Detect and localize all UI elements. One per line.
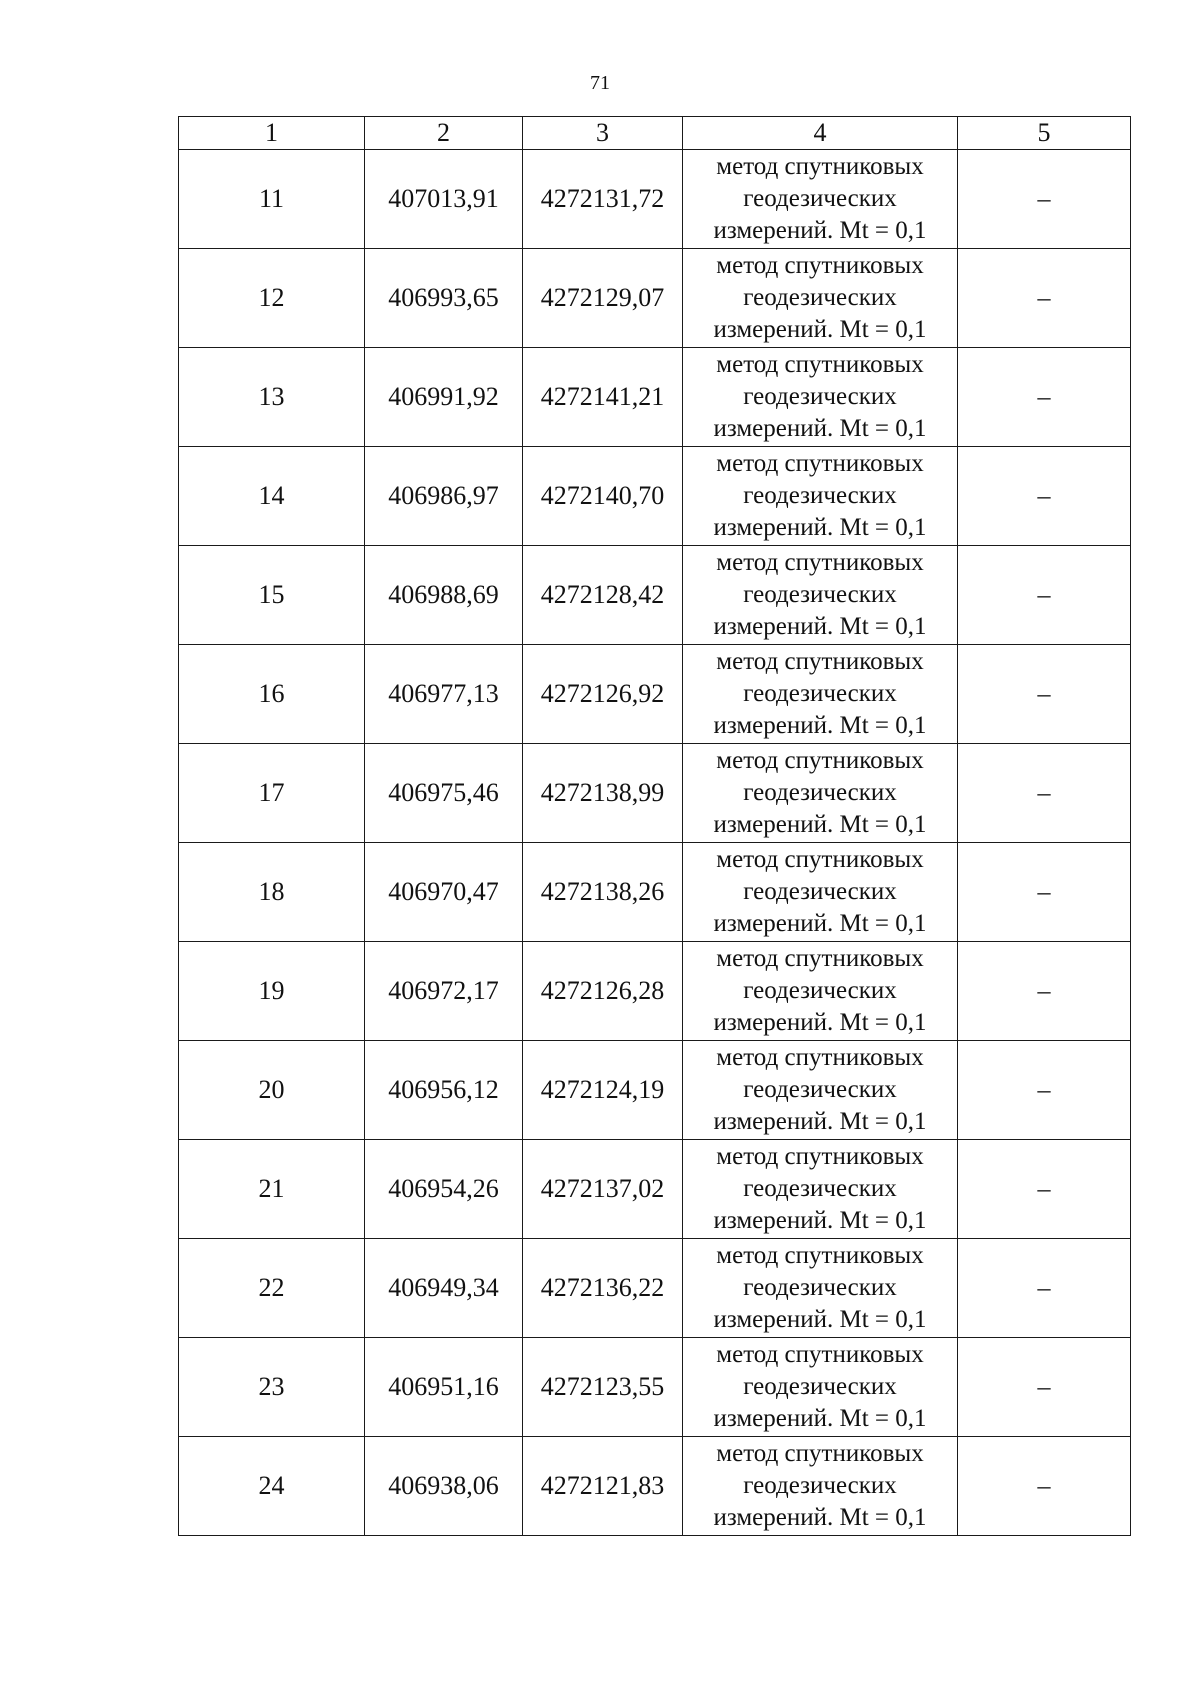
table-row bbox=[179, 744, 1131, 843]
point-number-cell: 23 bbox=[179, 1338, 365, 1437]
method-line: геодезических bbox=[743, 680, 897, 707]
x-coordinate-cell: 407013,91 bbox=[365, 150, 523, 249]
table-row bbox=[179, 150, 1131, 249]
coordinates-table-container bbox=[178, 116, 1130, 1536]
point-number-cell: 17 bbox=[179, 744, 365, 843]
y-coordinate-cell: 4272140,70 bbox=[523, 447, 683, 546]
x-coordinate-cell: 406975,46 bbox=[365, 744, 523, 843]
y-coordinate-cell: 4272141,21 bbox=[523, 348, 683, 447]
method-cell bbox=[683, 249, 958, 348]
note-cell: – bbox=[958, 150, 1131, 249]
table-row bbox=[179, 1338, 1131, 1437]
method-line: геодезических bbox=[743, 482, 897, 509]
table-header bbox=[179, 117, 1131, 150]
header-cell-3: 3 bbox=[523, 117, 683, 150]
y-coordinate-cell: 4272138,99 bbox=[523, 744, 683, 843]
method-line: измерений. Mt = 0,1 bbox=[713, 217, 927, 244]
method-line: измерений. Mt = 0,1 bbox=[713, 811, 927, 838]
method-line: измерений. Mt = 0,1 bbox=[713, 415, 927, 442]
table-row bbox=[179, 942, 1131, 1041]
note-cell: – bbox=[958, 447, 1131, 546]
note-cell: – bbox=[958, 1041, 1131, 1140]
note-cell: – bbox=[958, 348, 1131, 447]
note-cell: – bbox=[958, 546, 1131, 645]
point-number-cell: 14 bbox=[179, 447, 365, 546]
header-cell-5: 5 bbox=[958, 117, 1131, 150]
table-row bbox=[179, 546, 1131, 645]
point-number-cell: 19 bbox=[179, 942, 365, 1041]
y-coordinate-cell: 4272137,02 bbox=[523, 1140, 683, 1239]
method-line: метод спутниковых bbox=[716, 153, 924, 180]
x-coordinate-cell: 406956,12 bbox=[365, 1041, 523, 1140]
method-cell bbox=[683, 645, 958, 744]
method-line: геодезических bbox=[743, 581, 897, 608]
table-row bbox=[179, 1140, 1131, 1239]
method-line: измерений. Mt = 0,1 bbox=[713, 316, 927, 343]
method-line: метод спутниковых bbox=[716, 1242, 924, 1269]
method-line: измерений. Mt = 0,1 bbox=[713, 1207, 927, 1234]
coordinates-table bbox=[178, 116, 1131, 1536]
method-cell bbox=[683, 1338, 958, 1437]
point-number-cell: 11 bbox=[179, 150, 365, 249]
method-line: геодезических bbox=[743, 1076, 897, 1103]
method-cell bbox=[683, 942, 958, 1041]
y-coordinate-cell: 4272126,92 bbox=[523, 645, 683, 744]
y-coordinate-cell: 4272131,72 bbox=[523, 150, 683, 249]
point-number-cell: 20 bbox=[179, 1041, 365, 1140]
x-coordinate-cell: 406986,97 bbox=[365, 447, 523, 546]
note-cell: – bbox=[958, 744, 1131, 843]
method-line: метод спутниковых bbox=[716, 351, 924, 378]
method-line: метод спутниковых bbox=[716, 945, 924, 972]
method-line: измерений. Mt = 0,1 bbox=[713, 1009, 927, 1036]
method-line: геодезических bbox=[743, 383, 897, 410]
method-line: измерений. Mt = 0,1 bbox=[713, 613, 927, 640]
point-number-cell: 21 bbox=[179, 1140, 365, 1239]
table-row bbox=[179, 1239, 1131, 1338]
y-coordinate-cell: 4272136,22 bbox=[523, 1239, 683, 1338]
method-line: измерений. Mt = 0,1 bbox=[713, 514, 927, 541]
method-cell bbox=[683, 1041, 958, 1140]
method-line: метод спутниковых bbox=[716, 846, 924, 873]
method-line: измерений. Mt = 0,1 bbox=[713, 1306, 927, 1333]
method-cell bbox=[683, 1140, 958, 1239]
method-line: измерений. Mt = 0,1 bbox=[713, 910, 927, 937]
method-cell bbox=[683, 546, 958, 645]
header-cell-4: 4 bbox=[683, 117, 958, 150]
method-line: метод спутниковых bbox=[716, 648, 924, 675]
method-line: метод спутниковых bbox=[716, 549, 924, 576]
method-line: метод спутниковых bbox=[716, 450, 924, 477]
table-row bbox=[179, 348, 1131, 447]
x-coordinate-cell: 406954,26 bbox=[365, 1140, 523, 1239]
y-coordinate-cell: 4272138,26 bbox=[523, 843, 683, 942]
y-coordinate-cell: 4272128,42 bbox=[523, 546, 683, 645]
method-cell bbox=[683, 744, 958, 843]
x-coordinate-cell: 406972,17 bbox=[365, 942, 523, 1041]
header-row bbox=[179, 117, 1131, 150]
y-coordinate-cell: 4272123,55 bbox=[523, 1338, 683, 1437]
x-coordinate-cell: 406993,65 bbox=[365, 249, 523, 348]
method-cell bbox=[683, 348, 958, 447]
note-cell: – bbox=[958, 1239, 1131, 1338]
point-number-cell: 24 bbox=[179, 1437, 365, 1536]
method-line: геодезических bbox=[743, 878, 897, 905]
method-line: геодезических bbox=[743, 1175, 897, 1202]
point-number-cell: 16 bbox=[179, 645, 365, 744]
y-coordinate-cell: 4272129,07 bbox=[523, 249, 683, 348]
table-row bbox=[179, 645, 1131, 744]
y-coordinate-cell: 4272126,28 bbox=[523, 942, 683, 1041]
method-line: метод спутниковых bbox=[716, 747, 924, 774]
method-line: измерений. Mt = 0,1 bbox=[713, 1405, 927, 1432]
page-number: 71 bbox=[590, 72, 610, 94]
point-number-cell: 12 bbox=[179, 249, 365, 348]
note-cell: – bbox=[958, 1437, 1131, 1536]
table-row bbox=[179, 843, 1131, 942]
method-cell bbox=[683, 150, 958, 249]
note-cell: – bbox=[958, 1338, 1131, 1437]
note-cell: – bbox=[958, 942, 1131, 1041]
method-cell bbox=[683, 843, 958, 942]
point-number-cell: 18 bbox=[179, 843, 365, 942]
method-line: измерений. Mt = 0,1 bbox=[713, 1108, 927, 1135]
method-line: измерений. Mt = 0,1 bbox=[713, 712, 927, 739]
table-row bbox=[179, 447, 1131, 546]
method-line: геодезических bbox=[743, 779, 897, 806]
table-row bbox=[179, 1041, 1131, 1140]
header-cell-1: 1 bbox=[179, 117, 365, 150]
point-number-cell: 13 bbox=[179, 348, 365, 447]
table-row bbox=[179, 249, 1131, 348]
point-number-cell: 15 bbox=[179, 546, 365, 645]
note-cell: – bbox=[958, 843, 1131, 942]
y-coordinate-cell: 4272121,83 bbox=[523, 1437, 683, 1536]
method-line: измерений. Mt = 0,1 bbox=[713, 1504, 927, 1531]
x-coordinate-cell: 406988,69 bbox=[365, 546, 523, 645]
method-line: метод спутниковых bbox=[716, 1143, 924, 1170]
method-line: геодезических bbox=[743, 977, 897, 1004]
note-cell: – bbox=[958, 249, 1131, 348]
header-cell-2: 2 bbox=[365, 117, 523, 150]
method-cell bbox=[683, 447, 958, 546]
table-body bbox=[179, 150, 1131, 1536]
method-line: геодезических bbox=[743, 1274, 897, 1301]
point-number-cell: 22 bbox=[179, 1239, 365, 1338]
method-cell bbox=[683, 1239, 958, 1338]
table-row bbox=[179, 1437, 1131, 1536]
method-line: геодезических bbox=[743, 284, 897, 311]
method-line: метод спутниковых bbox=[716, 1044, 924, 1071]
x-coordinate-cell: 406991,92 bbox=[365, 348, 523, 447]
note-cell: – bbox=[958, 645, 1131, 744]
x-coordinate-cell: 406951,16 bbox=[365, 1338, 523, 1437]
x-coordinate-cell: 406970,47 bbox=[365, 843, 523, 942]
x-coordinate-cell: 406977,13 bbox=[365, 645, 523, 744]
method-line: метод спутниковых bbox=[716, 1440, 924, 1467]
method-line: геодезических bbox=[743, 1472, 897, 1499]
x-coordinate-cell: 406949,34 bbox=[365, 1239, 523, 1338]
method-line: геодезических bbox=[743, 1373, 897, 1400]
method-line: метод спутниковых bbox=[716, 252, 924, 279]
method-line: геодезических bbox=[743, 185, 897, 212]
method-line: метод спутниковых bbox=[716, 1341, 924, 1368]
y-coordinate-cell: 4272124,19 bbox=[523, 1041, 683, 1140]
x-coordinate-cell: 406938,06 bbox=[365, 1437, 523, 1536]
method-cell bbox=[683, 1437, 958, 1536]
note-cell: – bbox=[958, 1140, 1131, 1239]
